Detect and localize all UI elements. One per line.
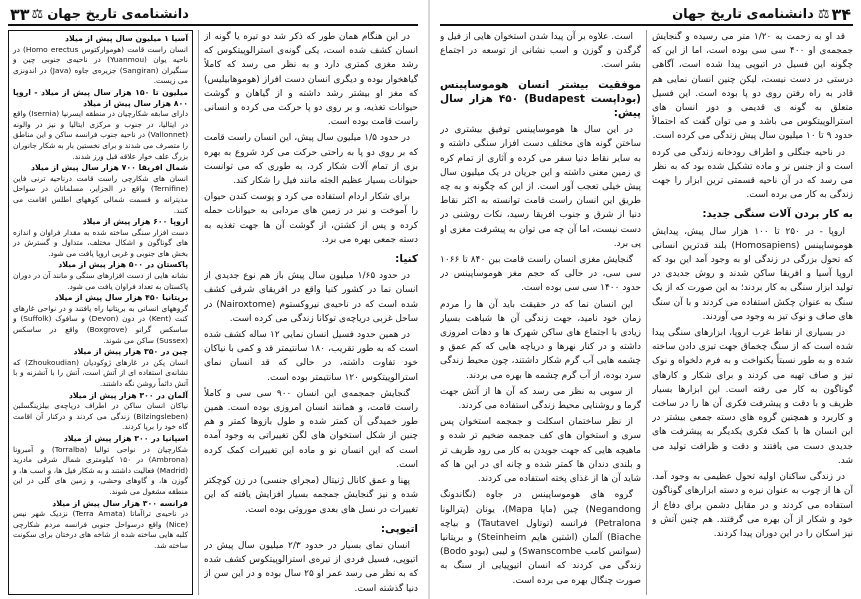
page-number: ۳۳ [10, 4, 30, 24]
timeline-entry-text: نیاکان انسان ساکن در اطراف دریاچه‌ی بیلزینگسلبن (Bilzingsleben) زندگی می کردند و درکنار آن اقامت گاه خود را برپا کردند. [13, 401, 188, 432]
paragraph: در این سال ها هوموساپینس توفیق بیشتری در ساختن گونه های مختلف دست افزار سنگی داشته و به سایر نقاط دنیا سفر می کرده و آثاری از تمام کره ی زمین معنی داشته و این جریان در یک میلیون سال پیش خیلی تعجب آور است. از این که چگونه و به چه طریق این انسان راست قامت توانسته به اکثر نقاط دنیا از شرق و جنوب افریقا رسید، نکات روشنی در دست نیست، اما آن چه می توان به پیشرفت مغزی او پی برد. [440, 125, 641, 249]
timeline-entry [13, 293, 188, 346]
timeline-entry-text: دست افزار سنگی ساخته شده به مقدار فراوان و اندازه های گوناگون و اشکال مختلف، متداول و گسترش در بخش های جنوبی و غربی اروپا یافت می شود. [13, 227, 188, 258]
page-header [8, 4, 418, 26]
scale-logo-icon: ⚖ [31, 6, 44, 22]
paragraph: در ناحیه جنگلی و اطراف رودخانه زندگی می کرده است و از جنس نر و ماده تشکیل شده بود که به نظر می رسد که در آن ناحیه قسمتی ترین ابزار را جهت زندگی به کار می برده است. [652, 147, 853, 201]
page-columns [440, 30, 853, 595]
timeline-entry-text: شکارچیان در نواحی توالبا (Torralba) و آمبرونا (Ambrona) در ۱۵۰ کیلومتری شمال شرقی مادرید (Madrid) فعالیت داشتند و به شکار فیل ها، و اسب ها، و گوزن ها، و گاوهای وحشی، و زمین های گلی در این منطقه مشغول می شوند. [13, 444, 188, 496]
column-divider [198, 30, 199, 595]
page-header [440, 4, 853, 26]
paragraph: پهنا و عمق کانال ژنیتال (مجرای جنسی) در زن کوچکتر شده و نیز گنجایش جمجمه بسیار افزایش یافته که این تغییرات در نسل های بعدی موروثی بوده است. [204, 476, 418, 515]
section-heading: کنیا: [395, 253, 418, 266]
paragraph: قد او به زحمت به ۱/۲۰ متر می رسیده و گنجایش جمجمه‌ی او ۴۰۰ سی سی بوده است، اما از این که چگونه این فسیل در اتیوپی پیدا شده است، آگاهی درستی در دست نیست، لیکن چنین انسان نمایی هم قادر به راه رفتن روی دو پا بوده است. این فسیل متعلق به گونه ی قدیمی و دور انسان های استرالوپیتکوس می باشد و می توان گفت که احتمالاً حدود ۹ تا ۱۰ میلیون سال پیش زندگی می کرده است. [652, 32, 853, 142]
timeline-entry [13, 163, 188, 216]
paragraph: از سویی به نظر می رسد که آن ها از آتش جهت گرما و روشنایی محیط زندگی استفاده می کردند. [440, 386, 641, 412]
timeline-entry-title: شمال افریقا ۷۰۰ هزار سال پیش از میلاد [31, 163, 188, 173]
timeline-entry-title: آلمان در ۳۰۰ هزار پیش از میلاد [68, 390, 188, 400]
column-divider [646, 30, 647, 595]
timeline-entry-text: انسان های شکارچی راست قامت درناحیه ترنی فاین (Ternifine) واقع در الجزایر، مسلمانان در سواحل مدیترانه و قسمت شمالی کوههای اطلس اقامت می کنند. [13, 173, 188, 215]
paragraph: در حدود ۱/۵ میلیون سال پیش، این انسان راست قامت که بر روی دو پا به راحتی حرکت می کرد شروع به بهره بری از تمام آلات شکار کرد، به طوری که می توانست حیوانات بسیار عظیم الجثه مانند فیل را شکار کند. [204, 133, 418, 187]
paragraph: از نظر ساختمان اسکلت و جمجمه استخوان پس سری و استخوان های کف جمجمه ضخیم تر شده و ماهیچه هایی که جهت جویدن به کار می رود ظریف تر و بلندی دندان ها کمتر شده و چانه ای در این ها که شاید آن ها از غذای پخته استفاده می کردند. [440, 417, 641, 485]
page-columns [8, 30, 418, 595]
page-number: ۳۴ [831, 4, 851, 24]
timeline-entry-text: دارای سابقه شکارچیان در منطقه ایسرنیا (Isernia) واقع در ایتالیا، در جنوب و مرکزی ایتالیا و نیز در والونه (Vallonnet) در ناحیه جنوب فرانسه ساکن و این مناطق را متصرف می شدند و برای نخستین بار به شکار جانوران بزرگ علف خوار علاقه قبل ورز شدند. [13, 109, 189, 161]
page-33 [0, 0, 428, 599]
timeline-entry-title: آسیا ۱ میلیون سال پیش از میلاد [64, 34, 188, 43]
timeline-entry-title: اسپانیا در ۳۰۰ هزار پیش از میلاد [63, 433, 188, 443]
timeline-entry [13, 34, 188, 87]
paragraph: در بسیاری از نقاط غرب اروپا، ابزارهای سنگی پیدا شده است که از سنگ چخماق جهت تیزی دادن ساخته شده و به طور نسبتاً یکنواخت و به فرم دلخواه و نوک تیز و صاف تهیه می کردند و برای شکار و کارهای گوناگون به کار می رفته است. این ابزارها بسیار ظریف و با دقت و پیشرفت فکری آن ها را در ساخت و کاربرد و همچنین گروه های دسته جمعی بیشتر در این انسان ها با کمک فکری یکدیگر به پیشرفت های جدیدی دست می یافتند و دقت و ظرافت تولید می شد. [652, 328, 853, 466]
section-heading: موفقیت بیشتر انسان هوموساپینس (بوداپست Budapest) ۴۵۰ هزار سال پیش: [440, 78, 641, 120]
paragraph: برای شکار اردام استفاده می کرد و پوست کندن حیوان را آموخت و نیز در زمین های مردابی به حیوانات حمله کرده و پس از کشتن، از گوشت آن ها جهت تغذیه به دسته جمعی بهره می برد. [204, 192, 418, 245]
timeline-entry-text: انسان راست قامت (هوموارکتوس Homo erectus) در ناحیه یوان (Yuanmou) در ناحیه‌ی جنوبی چین و سنگیران (Sangiran) جزیره‌ی جاوه (Java) در اندونزی می زیست. [13, 44, 189, 86]
timeline-entry [13, 88, 188, 162]
page-34 [430, 0, 861, 599]
timeline-entry [13, 434, 188, 498]
timeline-entry-title: بریتانیا ۴۵۰ هزار سال پیش از میلاد [54, 293, 188, 303]
paragraph: گنجایش مغزی انسان راست قامت بین ۸۴۰ تا ۱۰۶۶ سی سی، در حالی که حجم مغز هوموساپینس در حدود ۱۴۰۰ سی سی بوده است. [440, 255, 641, 294]
section-heading: به کار بردن آلات سنگی جدید: [702, 208, 853, 221]
timeline-entry-text: گروههای انسانی به بریتانیا راه یافتند و در نواحی غارهای کنت (Kent) در دون (Devon) و سافوک (Suffolk) و ساسکس گرانو (Boxgrove) واقع در ساسکس (Sussex) ساکن می شوند. [13, 303, 188, 345]
paragraph: گنجایش جمجمه‌ی این انسان ۹۰۰ سی سی و کاملاً راست قامت، و همانند انسان امروزی بوده است. همین طور خمیدگی آن کمتر شده و طول بازوها کمتر و هم چنین از شکل استخوان های لگن تغییراتی به وجود آمده است که این انسان نو و ماده این تغییرات کمک کرده است. [204, 388, 418, 470]
running-title: دانشنامه‌ی تاریخ جهان [672, 6, 814, 22]
scale-logo-icon: ⚖ [817, 6, 830, 22]
running-title: دانشنامه‌ی تاریخ جهان [47, 6, 189, 22]
timeline-entry-title: پاکستان در ۵۰۰ هزار پیش از میلاد [58, 260, 188, 270]
timeline-box [8, 30, 193, 595]
timeline-entry [13, 347, 188, 389]
timeline-entry-title: چین در ۳۵۰ هزار پیش از میلاد [73, 347, 188, 357]
timeline-entry-text: نشانه هایی از دست افزارهای سنگی و مانند آن در دوران پاکستان به تعداد فراوان یافت می شود. [13, 271, 188, 291]
timeline-entry-text: در ناحیه‌ی تراآماتا (Terra Amata) نزدیک شهر نیس (Nice) واقع درسواحل جنوبی فرانسه مردم شکارچی کلبه هایی ساخته شده از شاخه های درختان برای سکونت ساخته شد. [13, 509, 188, 550]
section-heading: اتیوپی: [380, 522, 418, 535]
timeline-entry [13, 499, 188, 552]
paragraph: است. علاوه بر آن پیدا شدن استخوان هایی از فیل و گرگدن و گوزن و اسب نشانی از توسعه در اجتماع بشر است. [440, 32, 641, 71]
paragraph: در حدود ۱/۶۵ میلیون سال پیش باز هم نوع جدیدی از انسان نما در کشور کنیا واقع در افریقای شرقی کشف شده است که در ناحیه‌ی نیروکستوم (Nairoxtome) در ساحل غربی دریاچه‌ی توکانا زندگی می کرده است. [204, 271, 418, 324]
paragraph: در همین حدود فسیل انسان نمایی ۱۲ ساله کشف شده است که به طور تقریب، ۱۸۰ سانتیمتر قد و کمی با نیاکان خود تفاوت داشته، در حالی که قد انسان نمای استرالوپیتکوس ۱۲۰ سانتیمتر بوده است. [204, 330, 418, 383]
paragraph: اروپا - در ۲۵۰ تا ۱۰۰ هزار سال پیش، پیدایش هوموساپینس (Homosapiens) بلند قدترین انسانی که تحول بزرگی در زندگی او به وجود آمد این بود که اروپا آسیا و افریقا ساکن شدند و روش جدیدی در تولید ابزار سنگی به کار بردند؛ به این صورت که از یک سنگ به عنوان چکش استفاده می کردند و با آن سنگ های صاف و نوک تیز به وجود می آوردند. [652, 226, 853, 322]
paragraph: گروه های هوموساپینس در جاوه (نگاندونگ Negandong) چین (ماپا Mapa)، یونان (پترالونا Petralona) فرانسه (توتاول Tautavel) و بیاچه Biache) آلمان (اشتین هایم Steinheim) و بریتانیا (سوانس کامب Swanscombe) و لیبی (بودو Bodo) زندگی می کردند که انسان اتیوپیایی از سنگ به صورت چنگال بهره می برده است. [440, 490, 641, 586]
paragraph: در این هنگام همان طور که ذکر شد دو تیره یا گونه از انسان کشف شده است، یکی گونه‌ی استرالوپیتکوس که رشد مغزی کمتری دارد و به نظر می رسد که کاملاً گیاهخوار بوده و دیگری انسان دست افراز (هوموهابیلیس) که مغز او بیشتر رشد داشته و از گیاهان و گوشت حیوانات تغذیه، و بر روی دو پا حرکت می کرده و انسانی راست قامت بوده است. [204, 32, 418, 128]
text-column [204, 30, 418, 595]
text-column [652, 30, 853, 595]
timeline-entry-title: فرانسه ۳۰۰ هزار سال پیش از میلاد [52, 498, 188, 508]
timeline-entry-title: میلیون تا ۱۵۰ هزار سال پیش از میلاد - اروپا ۸۰۰ هزار سال پیش از میلاد [13, 87, 189, 108]
timeline-entry [13, 260, 188, 292]
text-column [440, 30, 641, 595]
timeline-entry-title: اروپا ۶۰۰ هزار پیش از میلاد [82, 217, 188, 227]
paragraph: این انسان نما که در حقیقت باید آن ها را مردم زمان خود نامید، جهت زندگی آن ها شباهت بسیار زیادی با اجتماع های ساکن شهرک ها و دهات امروزی داشته و در کنار نهرها و دریاچه هایی که کم عمق و چشمه هایی آب گرم شکار داشتند، چون محیط زندگی سرد بوده، از آب گرم چشمه ها بهره می بردند. [440, 299, 641, 381]
timeline-entry-text: انسان پکن در غارهای ژوکودیان (Zhoukoudian) که نشانه‌ی استفاده ای از آتش است، آتش را با آتشزنه و با آتش دائماً روشن نگه داشتند. [13, 357, 188, 388]
timeline-entry [13, 217, 188, 259]
paragraph: در زندگی ساکنان اولیه تحول عظیمی به وجود آمد. آن ها از چوب به عنوان نیزه و دسته ابزارهای گوناگون استفاده می کردند و در مقابل دشمن برای دفاع از خود و شکار از آن بهره می گرفتند. هم چنین آتش و نیز اسکان را در این دوران پیدا کردند. [652, 472, 853, 539]
timeline-entry [13, 391, 188, 433]
paragraph: انسان نمای بسیار در حدود ۲/۳ میلیون سال پیش در اتیوپی، فسیل فردی از تیره‌ی استرالوپیتکوس کشف شده که به نظر می رسد عمر او ۲۵ سال بوده و در این سن از دنیا گذشته است. [204, 540, 418, 594]
